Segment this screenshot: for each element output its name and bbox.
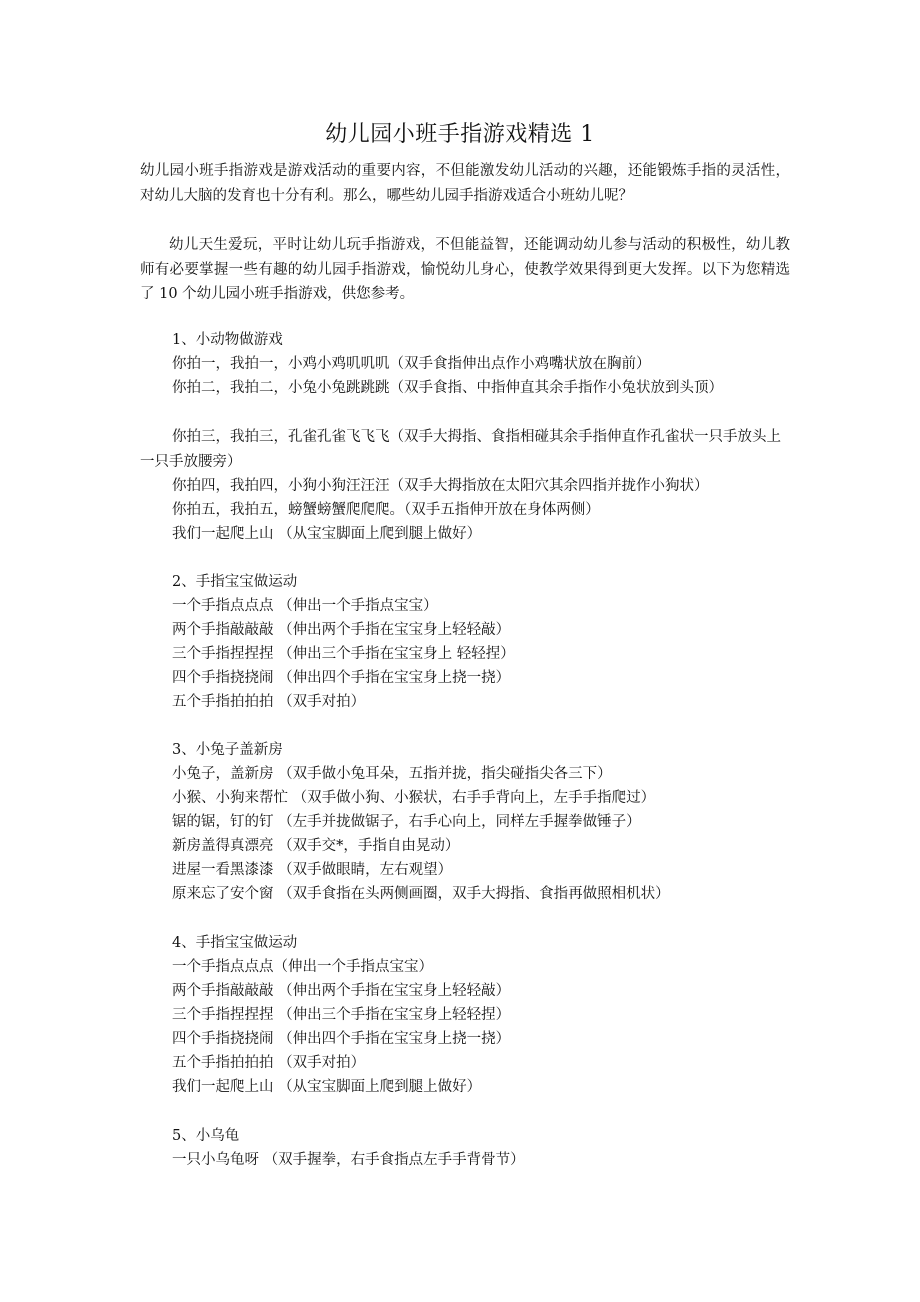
section-line: 你拍三，我拍三，孔雀孔雀飞飞飞（双手大拇指、食指相碰其余手指伸直作孔雀状一只手放头上一只手放腰旁）	[140, 429, 781, 470]
section-line: 原来忘了安个窗 （双手食指在头两侧画圈，双手大拇指、食指再做照相机状）	[172, 886, 670, 902]
section-line: 三个手指捏捏捏 （伸出三个手指在宝宝身上轻轻捏）	[172, 1007, 511, 1023]
section-line: 三个手指捏捏捏 （伸出三个手指在宝宝身上 轻轻捏）	[172, 646, 515, 662]
section-line: 一只小乌龟呀 （双手握拳，右手食指点左手手背骨节）	[172, 1152, 525, 1168]
section-line: 进屋一看黑漆漆 （双手做眼睛，左右观望）	[172, 862, 453, 878]
section-line: 四个手指挠挠闹 （伸出四个手指在宝宝身上挠一挠）	[172, 670, 511, 686]
section-line: 小兔子，盖新房 （双手做小兔耳朵，五指并拢，指尖碰指尖各三下）	[172, 766, 612, 782]
section-line: 你拍四，我拍四，小狗小狗汪汪汪（双手大拇指放在太阳穴其余四指并拢作小狗状）	[172, 478, 709, 494]
section-heading: 5、小乌龟	[172, 1128, 240, 1144]
section-line: 四个手指挠挠闹 （伸出四个手指在宝宝身上挠一挠）	[172, 1031, 511, 1047]
section-line: 两个手指敲敲敲 （伸出两个手指在宝宝身上轻轻敲）	[172, 983, 511, 999]
section-line: 五个手指拍拍拍 （双手对拍）	[172, 1055, 366, 1071]
section-heading: 4、手指宝宝做运动	[172, 935, 298, 951]
section-line: 五个手指拍拍拍 （双手对拍）	[172, 694, 366, 710]
section-line: 新房盖得真漂亮 （双手交*，手指自由晃动）	[172, 838, 460, 854]
section-line: 小猴、小狗来帮忙 （双手做小狗、小猴状，右手手背向上，左手手指爬过）	[172, 790, 656, 806]
section-line: 你拍二，我拍二，小兔小兔跳跳跳（双手食指、中指伸直其余手指作小兔状放到头顶）	[172, 380, 723, 396]
section-line: 我们一起爬上山 （从宝宝脚面上爬到腿上做好）	[172, 1079, 482, 1095]
section-heading: 1、小动物做游戏	[172, 332, 283, 348]
section-line: 我们一起爬上山 （从宝宝脚面上爬到腿上做好）	[172, 526, 482, 542]
section-heading: 2、手指宝宝做运动	[172, 574, 298, 590]
section-line: 锯的锯，钉的钉 （左手并拢做锯子，右手心向上，同样左手握拳做锤子）	[172, 814, 641, 830]
section-line: 两个手指敲敲敲 （伸出两个手指在宝宝身上轻轻敲）	[172, 622, 511, 638]
section-line: 一个手指点点点（伸出一个手指点宝宝）	[172, 959, 433, 975]
section-heading: 3、小兔子盖新房	[172, 742, 283, 758]
section-line: 你拍五，我拍五，螃蟹螃蟹爬爬爬。（双手五指伸开放在身体两侧）	[172, 502, 600, 518]
section-line: 你拍一，我拍一，小鸡小鸡叽叽叽（双手食指伸出点作小鸡嘴状放在胸前）	[172, 356, 651, 372]
preface-paragraph: 幼儿天生爱玩，平时让幼儿玩手指游戏，不但能益智，还能调动幼儿参与活动的积极性，幼儿教师有必要掌握一些有趣的幼儿园手指游戏，愉悦幼儿身心，使教学效果得到更大发挥。以下为您精选了 10 个幼儿园小班手指游戏，供您参考。	[140, 237, 790, 302]
page-title: 幼儿园小班手指游戏精选 1	[325, 122, 595, 147]
section-line: 一个手指点点点 （伸出一个手指点宝宝）	[172, 598, 438, 614]
intro-paragraph: 幼儿园小班手指游戏是游戏活动的重要内容，不但能激发幼儿活动的兴趣，还能锻炼手指的灵活性，对幼儿大脑的发育也十分有利。那么，哪些幼儿园手指游戏适合小班幼儿呢？	[140, 163, 790, 204]
